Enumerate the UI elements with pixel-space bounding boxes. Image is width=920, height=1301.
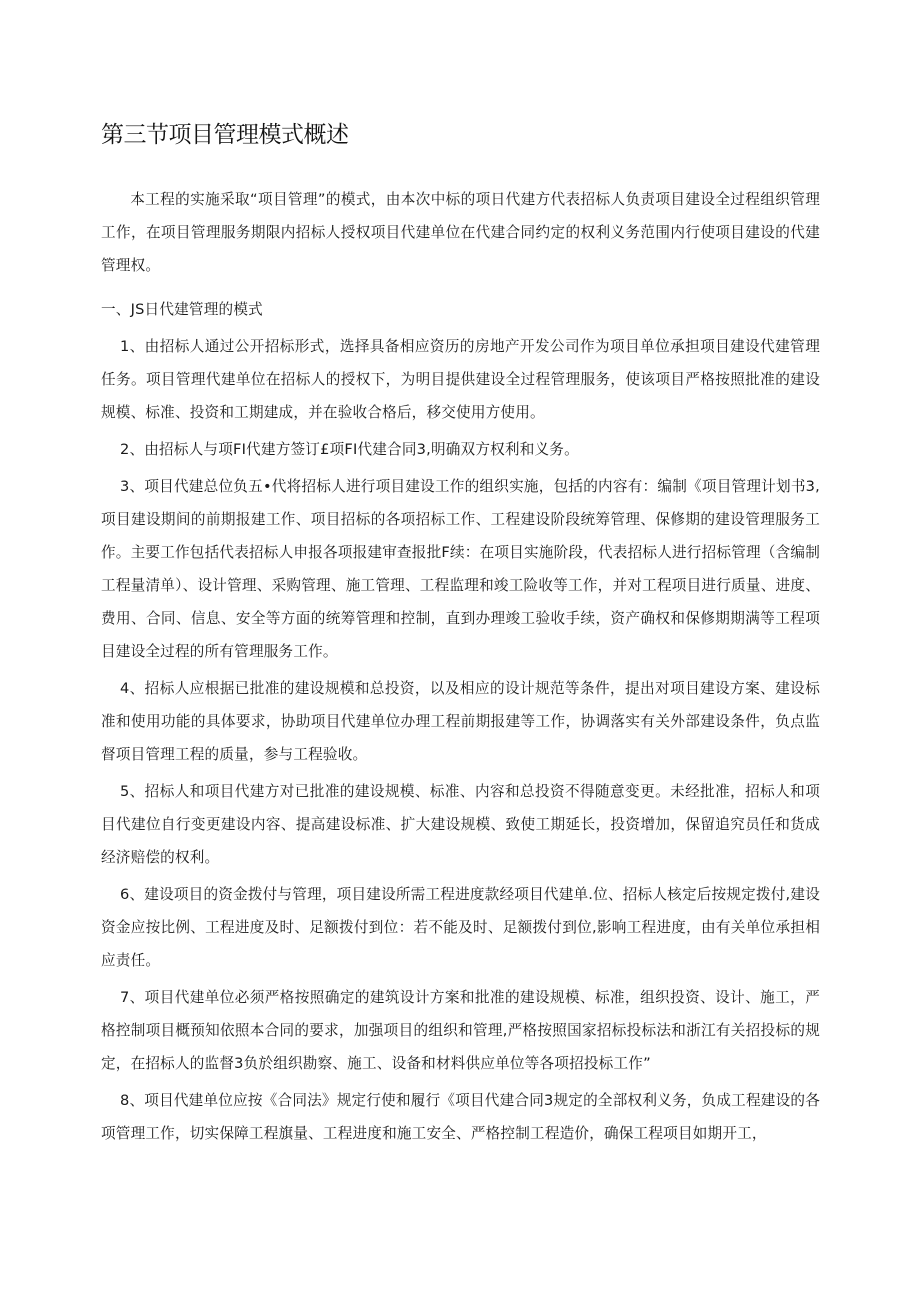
page-title: 第三节项目管理模式概述 <box>101 122 349 148</box>
list-item-5: 5、招标人和项目代建方对已批准的建设规模、标准、内容和总投资不得随意变更。未经批准，招标人和项目代建位自行变更建设内容、提高建设标准、扩大建设规模、致使工期延长，投资增加，保留追究员任和货成经济赔偿的权利。 <box>101 783 820 866</box>
document-body <box>101 183 820 1154</box>
list-item-4: 4、招标人应根据已批准的建设规模和总投资，以及相应的设计规范等条件，提出对项目建设方案、建设标准和使用功能的具体要求，协助项目代建单位办理工程前期报建等工作，协调落实有关外部建设条件，负点监督项目管理工程的质量，参与工程验收。 <box>101 680 820 763</box>
list-item-7: 7、项目代建单位必须严格按照确定的建筑设计方案和批准的建设规模、标准，组织投资、设计、施工，严格控制项目概预知依照本合同的要求，加强项目的组织和管理,严格按照国家招标投标法和浙江有关招投标的规定，在招标人的监督3负於组织勘察、施工、设备和材料供应单位等各项招投标工作” <box>101 989 820 1072</box>
list-item-6: 6、建设项目的资金拨付与管理，项目建设所需工程进度款经项目代建单.位、招标人核定后按规定拨付,建设资金应按比例、工程进度及时、足额拨付到位：若不能及时、足额拨付到位,影响工程进度，由有关单位承担相应责任。 <box>101 886 820 969</box>
list-item-3: 3、项目代建总位负五•代将招标人进行项目建设工作的组织实施，包括的内容有：编制《项目管理计划书3,项目建设期间的前期报建工作、项目招标的各项招标工作、工程建设阶段统筹管理、保修期的建设管理服务工作。主要工作包括代表招标人申报各项报建审查报批F续：在项目实施阶段，代表招标人进行招标管理（含编制工程量清单）、设计管理、采购管理、施工管理、工程监理和竣工险收等工作，并对工程项目进行质量、进度、费用、合同、信息、安全等方面的统筹管理和控制，直到办理竣工验收手续，资产确权和保修期期满等工程项目建设全过程的所有管理服务工作。 <box>101 478 820 660</box>
section-heading: 一、JS日代建管理的模式 <box>101 301 263 318</box>
list-item-2: 2、由招标人与项FI代建方签订£项FI代建合同3,明确双方权利和义务。 <box>119 441 579 458</box>
intro-paragraph: 本工程的实施采取“项目管理”的模式，由本次中标的项日代建方代表招标人负责项目建设全过程组织管理工作，在项目管理服务期限内招标人授权项目代建单位在代建合同约定的权利义务范围内行使项目建设的代建管理权。 <box>101 191 820 274</box>
list-item-8: 8、项目代建单位应按《合同法》规定行使和履行《项目代建合同3规定的全部权利义务，负成工程建设的各项管理工作，切实保障工程旗量、工程进度和施工安全、严格控制工程造价，确保工程项目如期开工， <box>101 1092 820 1142</box>
list-item-1: 1、由招标人通过公开招标形式，选择具备相应资历的房地产开发公司作为项目单位承担项目建设代建管理任务。项目管理代建单位在招标人的授权下，为明目提供建设全过程管理服务，使该项目严格按照批准的建设规模、标准、投资和工期建成，并在验收合格后，移交使用方使用。 <box>101 338 820 421</box>
